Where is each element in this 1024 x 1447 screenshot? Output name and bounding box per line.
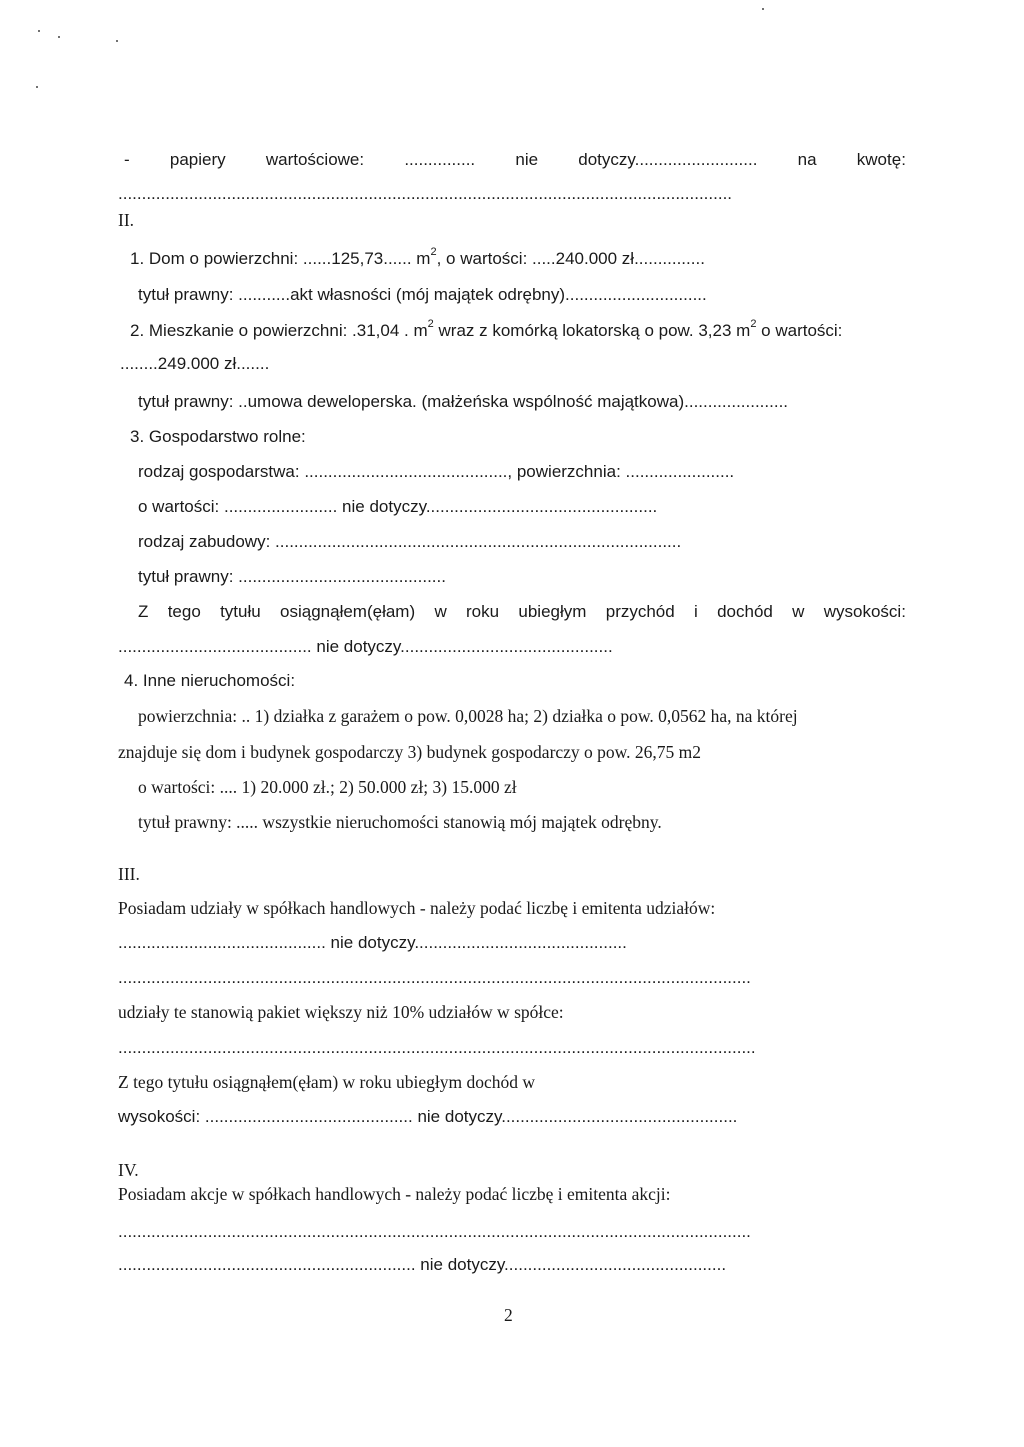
apartment-legal-title: tytuł prawny: ..umowa deweloperska. (małżeńska wspólność majątkowa)...................... [138,392,789,411]
farm-type-area: rodzaj gospodarstwa: ..........................................., powierzchnia: ....................... [138,462,735,481]
farm-income-word: w [792,602,805,621]
farm-buildings: rodzaj zabudowy: ...................................................................................... [138,532,682,551]
farm-income-word: ubiegłym [518,602,587,621]
house-area-value-line [130,246,705,269]
securities-word: kwotę: [856,150,906,169]
shares-package-dots: ....................................................................................................................................... [118,1038,756,1057]
securities-word: papiery [169,150,226,169]
scan-speck [36,86,38,88]
shares-package-question: udziały te stanowią pakiet większy niż 10% udziałów w spółce: [118,1002,564,1022]
scan-speck [762,8,764,10]
other-property-heading: 4. Inne nieruchomości: [124,671,296,690]
house-legal-title: tytuł prawny: ...........akt własności (mój majątek odrębny).............................. [138,285,707,304]
farm-income-word: Z [138,602,149,621]
other-property-legal-title: tytuł prawny: ..... wszystkie nieruchomości stanowią mój majątek odrębny. [138,812,662,832]
securities-word: ............... [404,150,476,169]
securities-line [124,150,906,170]
shares-not-applicable: ............................................ nie dotyczy............................................. [118,933,627,952]
section-heading-iv: IV. [118,1160,139,1180]
farm-income-word: przychód [605,602,675,621]
farm-value: o wartości: ........................ nie dotyczy................................................. [138,497,658,516]
shares-income-amount: wysokości: ............................................ nie dotyczy.................................................. [118,1107,738,1126]
apartment-text: 2. Mieszkanie o powierzchni: .31,04 . $m^2$ wraz z komórką lokatorską o pow. 3,23 $m^2$ o wartości: [130,318,843,340]
stocks-question: Posiadam akcje w spółkach handlowych - należy podać liczbę i emitenta akcji: [118,1184,671,1204]
farm-income-line [138,602,906,622]
farm-income-word: wysokości: [823,602,906,621]
stocks-dots: ...................................................................................................................................... [118,1222,751,1241]
farm-income-word: tego [167,602,201,621]
securities-word: - [124,150,130,169]
securities-amount-dots: .................................................................................................................................. [118,184,733,203]
securities-word: wartościowe: [265,150,365,169]
stocks-not-applicable: ............................................................... nie dotyczy............................................... [118,1255,727,1274]
securities-word: dotyczy.......................... [578,150,758,169]
farm-income-cont: ......................................... nie dotyczy............................................. [118,637,613,656]
apartment-area-value-line [130,318,843,341]
farm-income-word: osiągnąłem(ęłam) [280,602,416,621]
farm-income-word: i [694,602,698,621]
apartment-value-cont: ........249.000 zł....... [120,354,270,373]
farm-legal-title: tytuł prawny: ............................................ [138,567,446,586]
scan-speck [58,36,60,38]
page-number: 2 [504,1305,513,1325]
shares-question: Posiadam udziały w spółkach handlowych - należy podać liczbę i emitenta udziałów: [118,898,716,918]
house-area-value-text: 1. Dom o powierzchni: ......125,73...... $m^2$, o wartości: .....240.000 zł............... [130,246,705,268]
other-property-value: o wartości: .... 1) 20.000 zł.; 2) 50.000 zł; 3) 15.000 zł [138,777,517,797]
section-heading-iii: III. [118,864,140,884]
farm-income-word: tytułu [220,602,261,621]
farm-income-word: w [434,602,447,621]
scan-speck [38,30,40,32]
farm-income-word: roku [466,602,500,621]
farm-income-word: dochód [717,602,773,621]
shares-dots: ...................................................................................................................................... [118,968,751,987]
farm-heading: 3. Gospodarstwo rolne: [130,427,306,446]
section-heading-ii: II. [118,210,135,230]
scan-speck [116,40,118,42]
securities-word: na [797,150,817,169]
shares-income-question: Z tego tytułu osiągnąłem(ęłam) w roku ubiegłym dochód w [118,1072,535,1092]
other-property-area-cont: znajduje się dom i budynek gospodarczy 3) budynek gospodarczy o pow. 26,75 m2 [118,742,702,762]
other-property-area: powierzchnia: .. 1) działka z garażem o pow. 0,0028 ha; 2) działka o pow. 0,0562 ha, na której [138,706,798,726]
securities-word: nie [515,150,539,169]
